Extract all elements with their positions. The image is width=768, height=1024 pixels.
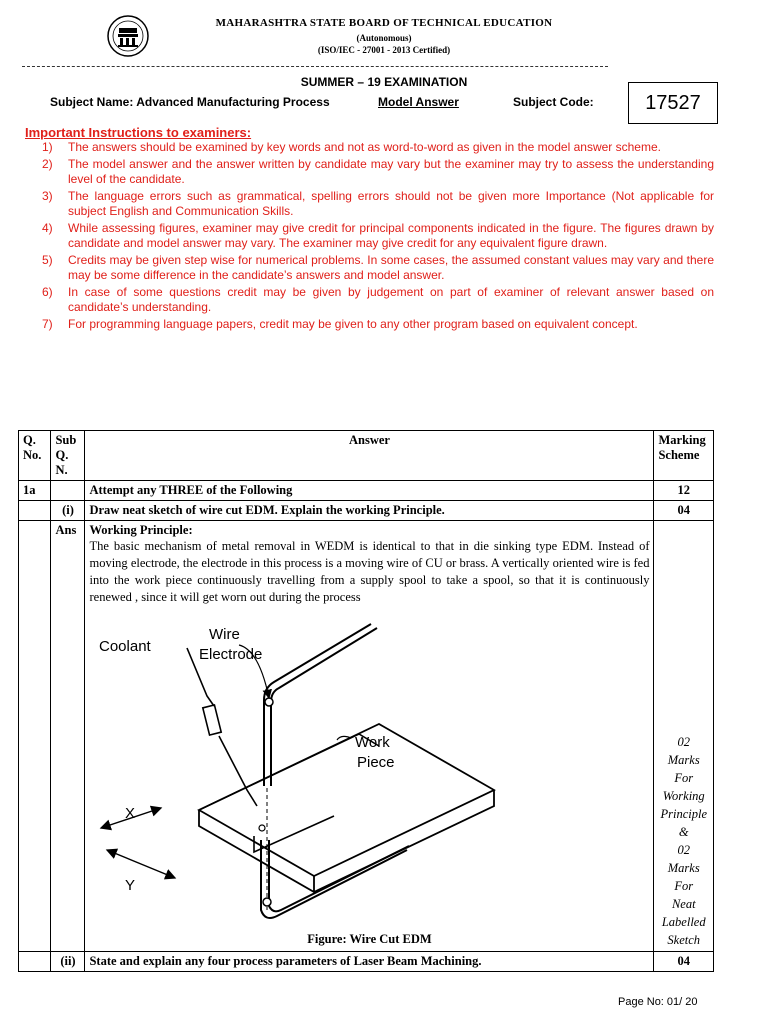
scheme-line: 02 (677, 843, 690, 857)
instruction-item (42, 253, 714, 283)
question-number-empty (19, 501, 51, 521)
header-q-no: Q. No. (19, 431, 51, 481)
question-text: Attempt any THREE of the Following (85, 481, 654, 501)
instruction-item (42, 221, 714, 251)
instruction-number: 6) (42, 285, 53, 299)
page-number: Page No: 01/ 20 (618, 996, 698, 1008)
instructions-title: Important Instructions to examiners: (25, 125, 252, 140)
instruction-item (42, 285, 714, 315)
header-answer: Answer (85, 431, 654, 481)
electrode-label: Electrode (199, 646, 263, 663)
exam-title: SUMMER – 19 EXAMINATION (300, 75, 468, 89)
answer-row (19, 521, 714, 952)
marks: 12 (654, 481, 714, 501)
table-row (19, 481, 714, 501)
cut-slot (199, 734, 379, 852)
marks: 04 (654, 952, 714, 972)
question-text: Draw neat sketch of wire cut EDM. Explain the working Principle. (85, 501, 654, 521)
scheme-line: Sketch (667, 933, 701, 947)
instruction-number: 1) (42, 140, 53, 154)
sub-question-number: (i) (51, 501, 85, 521)
lower-guide-roller (263, 898, 271, 906)
sub-question-number: (ii) (51, 952, 85, 972)
table-row (19, 952, 714, 972)
marking-scheme-cell (654, 521, 714, 952)
table-row (19, 501, 714, 521)
instruction-number: 5) (42, 253, 53, 267)
answer-cell (85, 521, 654, 952)
instruction-item (42, 189, 714, 219)
instruction-text: In case of some questions credit may be given by judgement on part of examiner of relevant answer based on candidate’s understanding. (68, 285, 714, 314)
piece-label: Piece (357, 754, 396, 771)
workpiece (199, 724, 494, 892)
figure-caption: Figure: Wire Cut EDM (307, 932, 432, 946)
scheme-line: Labelled (661, 915, 706, 929)
question-number-empty (19, 952, 51, 972)
instruction-item (42, 157, 714, 187)
instruction-number: 3) (42, 189, 53, 203)
instruction-item (42, 317, 714, 332)
coolant-nozzle (187, 648, 257, 806)
marks: 04 (654, 501, 714, 521)
scheme-line: Principle (660, 807, 707, 821)
board-name: MAHARASHTRA STATE BOARD OF TECHNICAL EDUCATION (215, 17, 553, 29)
subject-code-box: 17527 (628, 82, 718, 124)
coolant-label: Coolant (99, 638, 152, 655)
scheme-line: 02 (677, 735, 690, 749)
question-number-empty (19, 521, 51, 952)
answer-heading: Working Principle: (89, 523, 193, 537)
sub-question-empty (51, 481, 85, 501)
header-sub-q: Sub Q. N. (51, 431, 85, 481)
work-label: Work (355, 734, 391, 751)
subject-name: Subject Name: Advanced Manufacturing Process (50, 95, 330, 109)
model-answer-label: Model Answer (378, 95, 459, 109)
instruction-number: 2) (42, 157, 53, 171)
instruction-number: 7) (42, 317, 53, 331)
header-marking-scheme: Marking Scheme (654, 431, 714, 481)
y-axis-label: Y (125, 877, 136, 894)
wire-label: Wire (209, 626, 241, 643)
spark-gap (259, 825, 265, 831)
scheme-line: For (674, 879, 694, 893)
ans-label: Ans (51, 521, 85, 952)
instructions-list (42, 140, 714, 334)
scheme-line: For (674, 771, 694, 785)
instruction-item (42, 140, 714, 155)
autonomous-text: (Autonomous) (356, 33, 412, 43)
instruction-text: For programming language papers, credit may be given to any other program based on equivalent concept. (68, 317, 638, 331)
scheme-line: Marks (667, 861, 700, 875)
instruction-text: The language errors such as grammatical, spelling errors should not be given more Importance (Not applicable for subject English and Communication Skills. (68, 189, 714, 218)
question-number: 1a (19, 481, 51, 501)
question-text: State and explain any four process parameters of Laser Beam Machining. (85, 952, 654, 972)
header-divider (22, 66, 608, 67)
x-axis-label: X (125, 805, 136, 822)
instruction-number: 4) (42, 221, 53, 235)
instruction-text: The model answer and the answer written by candidate may vary but the examiner may try to assess the understanding level of the candidate. (68, 157, 714, 186)
y-direction-arrow (107, 850, 175, 878)
scheme-line: Neat (671, 897, 696, 911)
upper-guide-roller (265, 698, 273, 706)
wire-cut-edm-figure (89, 610, 649, 928)
instruction-text: The answers should be examined by key words and not as word-to-word as given in the model answer scheme. (68, 140, 661, 154)
scheme-line: & (678, 825, 689, 839)
subject-code-label: Subject Code: (513, 95, 594, 109)
model-answer-table (18, 430, 714, 972)
wire-edm-sketch (89, 610, 649, 928)
table-header-row (19, 431, 714, 481)
scheme-line: Marks (667, 753, 700, 767)
answer-paragraph: The basic mechanism of metal removal in WEDM is identical to that in die sinking type EDM. Instead of moving electrode, the electrode in this process is a moving wire of CU or brass. A vertically oriented wire is fed into the work piece continuously travelling from a supply spool to take a spool, so that it is continuously renewed , since it will get worn out during the process (89, 539, 650, 604)
instruction-text: While assessing figures, examiner may give credit for principal components indicated in the figure. The figures drawn by candidate and model answer may vary. The examiner may give credit for any equivalent figure drawn. (68, 221, 714, 250)
certification-text: (ISO/IEC - 27001 - 2013 Certified) (317, 45, 451, 55)
scheme-line: Working (662, 789, 705, 803)
instruction-text: Credits may be given step wise for numerical problems. In some cases, the assumed constant values may vary and there may be some difference in the candidate’s answers and model answer. (68, 253, 714, 282)
